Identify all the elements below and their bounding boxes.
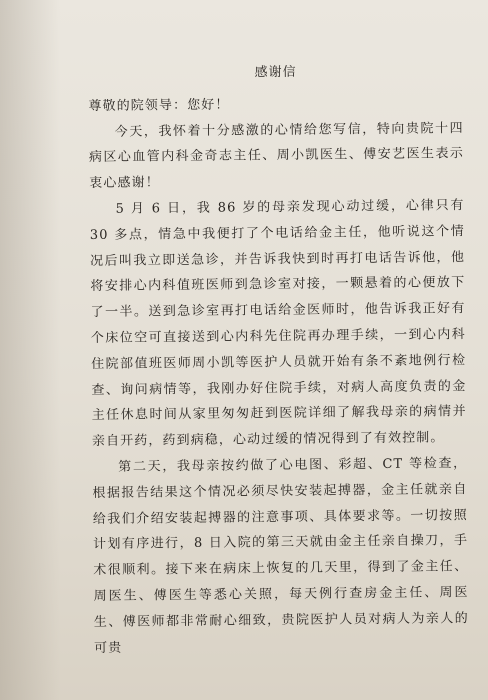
letter-body [88, 58, 469, 661]
paragraph-1: 今天，我怀着十分感激的心情给您写信，特向贵院十四病区心血管内科金奇志主任、周小凯医生、傅安艺医生表示衷心感谢！ [88, 120, 465, 192]
paragraph-3: 第二天，我母亲按约做了心电图、彩超、CT 等检查，根据报告结果这个情况必须尽快安装起搏器，金主任就亲自给我们介绍安装起搏器的注意事项、具体要求等。一切按照计划有序进行，8 日入院的第三天就由金主任亲自操刀，手术很顺利。接下来在病床上恢复的几天里，得到了金主任、周医生、傅医生等悉心关照，每天例行查房金主任、周医生、傅医师都非常耐心细致，贵院医护人员对病人为亲人的可贵 [92, 456, 469, 656]
page-shadow [0, 0, 60, 700]
letter-title: 感谢信 [254, 64, 297, 81]
paragraph-2: 5 月 6 日，我 86 岁的母亲发现心动过缓，心律只有 30 多点，情急中我便打了个电话给金主任，他听说这个情况后叫我立即送急诊，并告诉我快到时再打电话告诉他，他将安排心内科值班医师到急诊室对接，一颗悬着的心便放下了一半。送到急诊室再打电话给金医师时，他告诉我正好有个床位空可直接送到心内科先住院再办理手续，一到心内科住院部值班医师周小凯等医护人员就开始有条不紊地例行检查、询问病情等，我刚办好住院手续，对病人高度负责的金主任休息时间从家里匆匆赶到医院详细了解我母亲的病情并亲自开药，药到病稳，心动过缓的情况得到了有效控制。 [89, 198, 467, 450]
letter-salutation: 尊敬的院领导：您好！ [88, 97, 230, 114]
